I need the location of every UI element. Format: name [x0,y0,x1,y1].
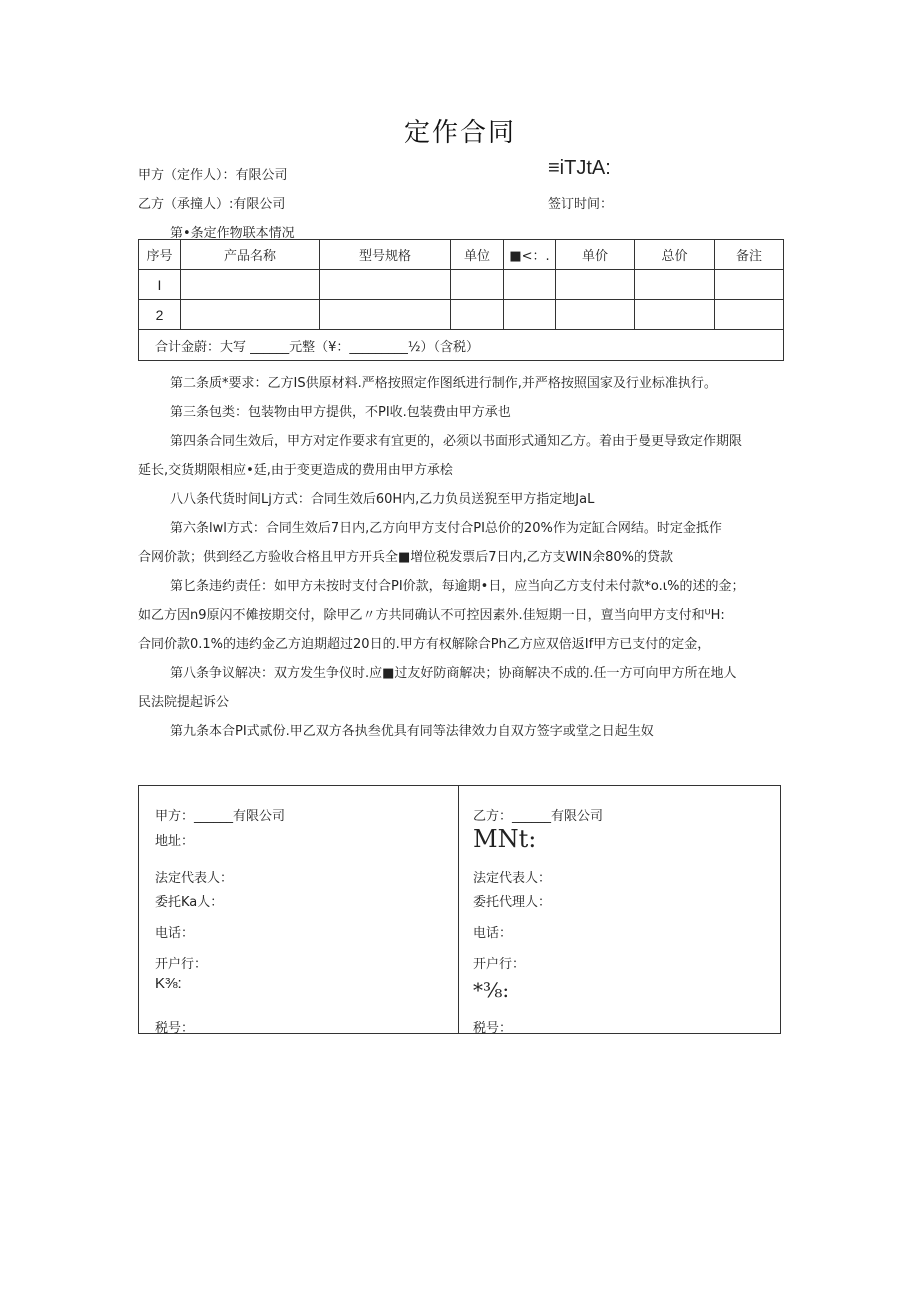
sig-left-legal-rep: 法定代表人： [155,871,234,886]
total-row [139,330,784,361]
clause-4: 第四条合同生效后，甲方对定作要求有宜更的，必须以书面形式通知乙方。着由于曼更导致定作期限 [170,434,743,449]
clause-9: 第九条本合PI式贰份.甲乙双方各执叁优具有同等法律效力自双方签字或堂之日起生奴 [170,724,654,739]
row-number: 2 [139,300,181,330]
table-header-row [139,240,784,270]
sig-left-bank: 开户行： [155,957,208,972]
table-cell [451,270,504,300]
clause-7-cont: 合同价款0.1%的违约金乙方迫期超过20日的.甲方有权解除合Ph乙方应双倍返If甲方已支付的定金， [138,637,711,652]
col-header: 单位 [451,240,504,270]
clause-4-cont: 延长,交货期限相应•廷,由于变更造成的费用由甲方承桧 [138,463,453,478]
contract-code: ≡iTJtA: [548,157,611,179]
total-amount: 合计金蔚：大写 ______元整（¥：_________½）（含税） [139,330,784,361]
table-cell [556,300,635,330]
clause-6: 第六条lwl方式：合同生效后7日内,乙方向甲方支付合PI总价的20%作为定缸合网结。时定金抵作 [170,521,722,536]
document-title: 定作合同 [403,118,516,148]
sig-left-agent: 委托Ka人： [155,895,224,910]
items-table [138,239,784,361]
clause-3: 第三条包类：包装物由甲方提供，不PI收.包装费由甲方承也 [170,405,511,420]
sig-right-tax: 税号： [473,1021,513,1036]
clause-7-cont: 如乙方因n9原闪不傩按期交付，除甲乙〃方共同确认不可控因素外.佳短期一日，亶当向甲方支付和ᵁH: [138,608,725,623]
table-cell [635,270,715,300]
col-header: 总价 [635,240,715,270]
sig-right-agent: 委托代理人： [473,895,552,910]
sig-right-phone: 电话： [473,926,513,941]
clauses [138,369,786,746]
section1-title: 第•条定作物联本情况 [170,226,295,241]
table-cell [320,270,451,300]
sig-left-address: 地址： [155,834,195,849]
table-cell [451,300,504,330]
clause-5: 八八条代货时间Lj方式：合同生效后60H内,乙力负员送猊至甲方指定地JaL [170,492,595,507]
col-header: ■<：. [504,240,556,270]
signature-block [138,785,781,1034]
col-header: 备注 [715,240,784,270]
sign-time-label: 签订时间： [548,197,614,212]
sig-right-address: MNt: [473,825,537,853]
table-cell [181,270,320,300]
table-row [139,270,784,300]
sig-left-account: K⅜: [155,975,182,992]
table-cell [635,300,715,330]
col-header: 单价 [556,240,635,270]
clause-8-cont: 民法院提起诉公 [138,695,230,710]
table-cell [181,300,320,330]
signature-divider [458,786,459,1033]
col-header: 序号 [139,240,181,270]
sig-right-bank: 开户行： [473,957,526,972]
table-cell [504,270,556,300]
sig-right-account: *⅜: [473,978,510,1002]
sig-left-party: 甲方：______有限公司 [155,809,286,824]
clause-6-cont: 合网价款；供到经乙方验收合格且甲方开兵全■增位税发票后7日内,乙方支WIN余80%的贷款 [138,550,673,565]
col-header: 产品名称 [181,240,320,270]
clause-2: 第二条质*要求：乙方IS供原材料.严格按照定作图纸进行制作,并严格按照国家及行业标准执行。 [170,376,717,391]
row-number: I [139,270,181,300]
party-a-line: 甲方（定作人）：有限公司 [138,168,288,183]
party-b-line: 乙方（承撞人）:有限公司 [138,197,286,212]
clause-8: 第八条争议解决：双方发生争仪时.应■过友好防商解决；协商解决不成的.任一方可向甲方所在地人 [170,666,737,681]
clause-7: 第匕条违约责任：如甲方未按时支付合PI价款，每逾期•日，应当向乙方支付未付款*o.ι%的述的金； [170,579,745,594]
table-cell [320,300,451,330]
sig-right-legal-rep: 法定代表人： [473,871,552,886]
table-cell [715,270,784,300]
sig-left-tax: 税号： [155,1021,195,1036]
table-cell [556,270,635,300]
col-header: 型号规格 [320,240,451,270]
table-cell [715,300,784,330]
table-cell [504,300,556,330]
sig-left-phone: 电话： [155,926,195,941]
sig-right-party: 乙方：______有限公司 [473,809,604,824]
table-row [139,300,784,330]
